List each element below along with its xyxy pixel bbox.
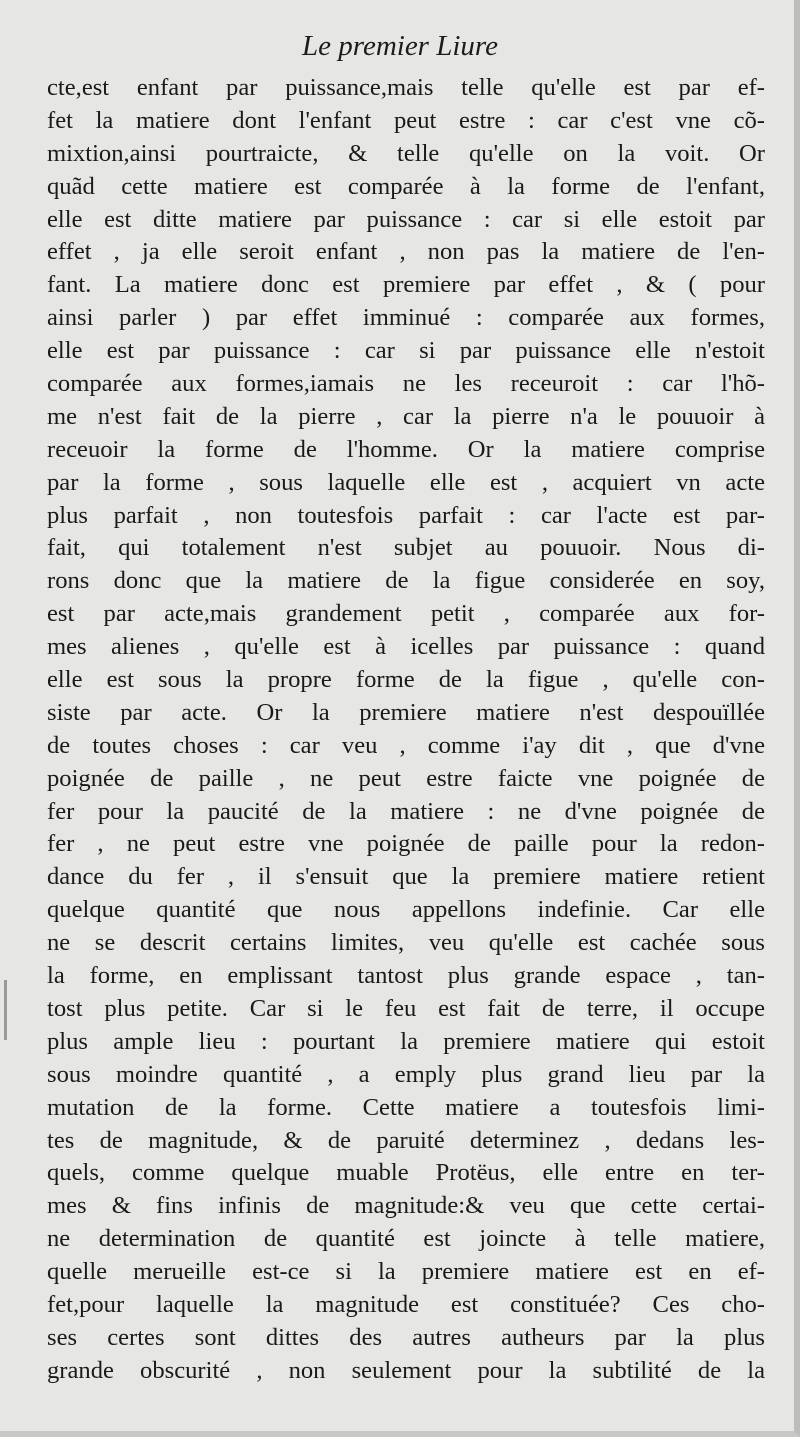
text-line: cte,est enfant par puissance,mais telle qu'elle est par ef- (47, 74, 765, 101)
text-line: par la forme , sous laquelle elle est , acquiert vn acte (47, 468, 765, 496)
text-line: ses certes sont dittes des autres autheurs par la plus (47, 1323, 765, 1351)
text-line: receuoir la forme de l'homme. Or la matiere comprise (47, 435, 765, 463)
text-line: effet , ja elle seroit enfant , non pas la matiere de l'en- (47, 238, 765, 266)
running-head: Le premier Liure (301, 30, 498, 62)
text-line: fet,pour laquelle la magnitude est constituée? Ces cho- (47, 1290, 765, 1318)
text-line: elle est ditte matiere par puissance : car si elle estoit par (47, 205, 765, 233)
text-line: fer pour la paucité de la matiere : ne d'vne poignée de (47, 797, 765, 825)
text-line: mes alienes , qu'elle est à icelles par puissance : quand (47, 633, 765, 661)
text-line: quãd cette matiere est comparée à la forme de l'enfant, (47, 172, 765, 200)
text-line: plus parfait , non toutesfois parfait : car l'acte est par- (47, 501, 765, 529)
text-line: quelle merueille est-ce si la premiere matiere est en ef- (47, 1258, 765, 1286)
text-line: fant. La matiere donc est premiere par effet , & ( pour (47, 271, 765, 299)
text-line: ainsi parler ) par effet imminué : comparée aux formes, (47, 304, 765, 332)
text-line: la forme, en emplissant tantost plus grande espace , tan- (47, 962, 765, 990)
text-line: sous moindre quantité , a emply plus grand lieu par la (47, 1060, 765, 1088)
margin-mark (4, 980, 7, 1040)
text-line: tes de magnitude, & de paruité determinez , dedans les- (47, 1126, 765, 1154)
text-line: dance du fer , il s'ensuit que la premiere matiere retient (47, 863, 765, 891)
text-line: de toutes choses : car veu , comme i'ay dit , que d'vne (47, 731, 765, 759)
text-line: poignée de paille , ne peut estre faicte vne poignée de (47, 764, 765, 792)
text-line: elle est sous la propre forme de la figue , qu'elle con- (47, 666, 765, 694)
text-line: elle est par puissance : car si par puissance elle n'estoit (47, 337, 765, 365)
text-line: fet la matiere dont l'enfant peut estre : car c'est vne cõ- (47, 106, 765, 134)
text-line: mes & fins infinis de magnitude:& veu que cette certai- (47, 1192, 765, 1220)
text-line: fer , ne peut estre vne poignée de paille pour la redon- (47, 830, 765, 858)
text-line: rons donc que la matiere de la figue considerée en soy, (47, 567, 765, 595)
text-line: ne se descrit certains limites, veu qu'elle est cachée sous (47, 929, 765, 957)
text-line: mutation de la forme. Cette matiere a toutesfois limi- (47, 1093, 765, 1121)
text-line: mixtion,ainsi pourtraicte, & telle qu'elle on la voit. Or (47, 139, 765, 167)
text-line: est par acte,mais grandement petit , comparée aux for- (47, 600, 765, 628)
text-line: comparée aux formes,iamais ne les receuroit : car l'hõ- (47, 370, 765, 398)
body-text (47, 72, 765, 1388)
text-line: tost plus petite. Car si le feu est fait de terre, il occupe (47, 994, 765, 1022)
text-line: me n'est fait de la pierre , car la pierre n'a le pouuoir à (47, 402, 765, 430)
text-line: siste par acte. Or la premiere matiere n'est despouïllée (47, 698, 765, 726)
text-line: ne determination de quantité est joincte à telle matiere, (47, 1225, 765, 1253)
text-line: grande obscurité , non seulement pour la subtilité de la (47, 1356, 765, 1384)
text-line: fait, qui totalement n'est subjet au pouuoir. Nous di- (47, 534, 765, 562)
text-line: quelque quantité que nous appellons indefinie. Car elle (47, 896, 765, 924)
text-line: plus ample lieu : pourtant la premiere matiere qui estoit (47, 1027, 765, 1055)
text-line: quels, comme quelque muable Protëus, elle entre en ter- (47, 1159, 765, 1187)
